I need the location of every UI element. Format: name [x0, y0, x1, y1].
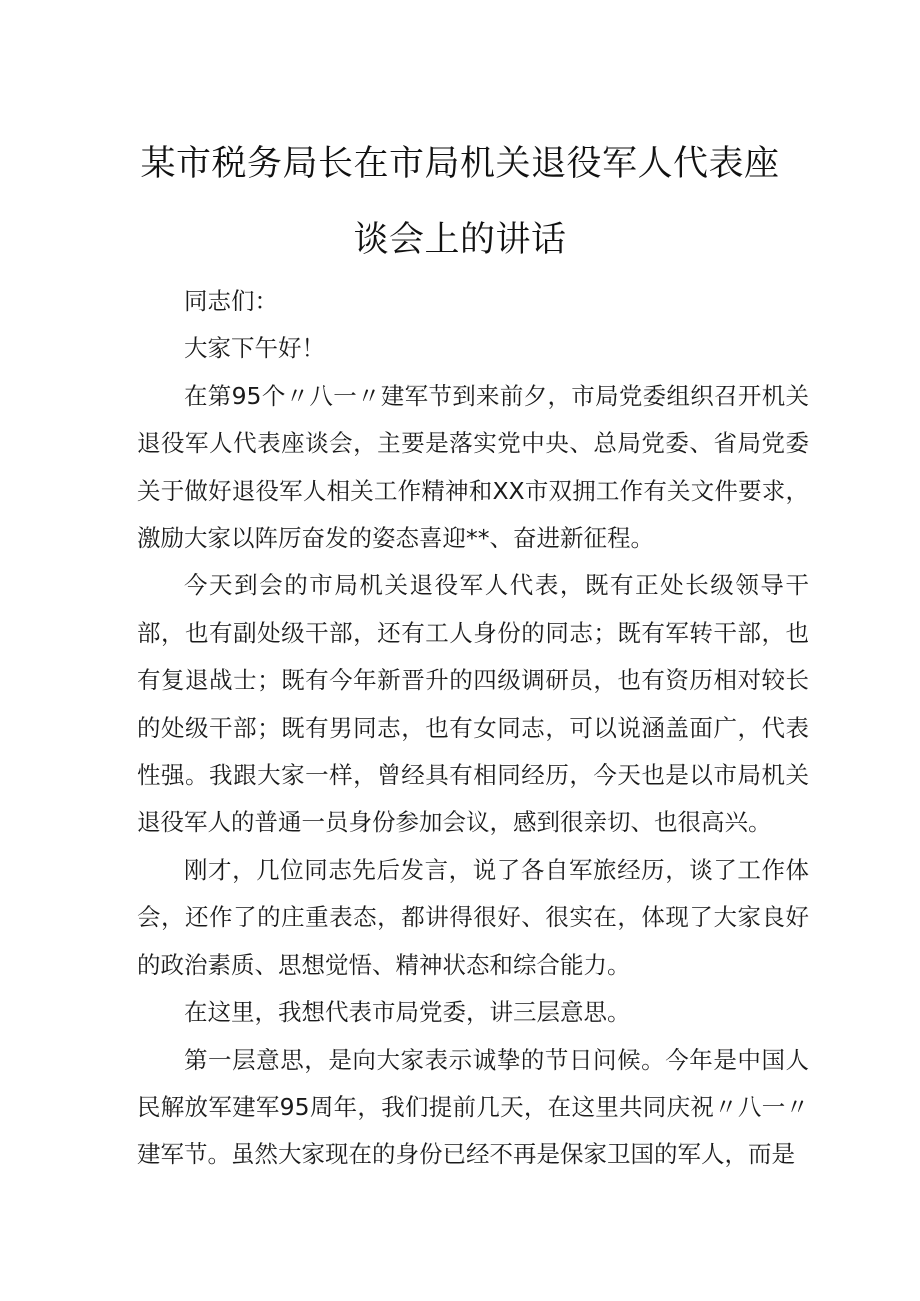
- paragraph-first-point: 第一层意思，是向大家表示诚挚的节日问候。今年是中国人民解放军建军95周年，我们提前几天，在这里共同庆祝〃八一〃建军节。虽然大家现在的身份已经不再是保家卫国的军人，而是: [137, 1045, 809, 1169]
- salutation: 同志们：: [184, 287, 278, 315]
- document-body: [137, 278, 809, 1179]
- paragraph-intro: 在第95个〃八一〃建军节到来前夕，市局党委组织召开机关退役军人代表座谈会，主要是落实党中央、总局党委、省局党委关于做好退役军人相关工作精神和XX市双拥工作有关文件要求，激励大家以阵厉奋发的姿态喜迎**、奋进新征程。: [137, 381, 809, 553]
- paragraph-attendees: 今天到会的市局机关退役军人代表，既有正处长级领导干部，也有副处级干部，还有工人身份的同志；既有军转干部，也有复退战士；既有今年新晋升的四级调研员，也有资历相对较长的处级干部；既有男同志，也有女同志，可以说涵盖面广，代表性强。我跟大家一样，曾经具有相同经历，今天也是以市局机关退役军人的普通一员身份参加会议，感到很亲切、也很高兴。: [137, 571, 809, 837]
- document-title-line-2: 谈会上的讲话: [353, 220, 567, 260]
- greeting: 大家下午好！: [184, 334, 325, 363]
- document-title-line-1: 某市税务局长在市局机关退役军人代表座: [140, 144, 780, 184]
- paragraph-three-points: 在这里，我想代表市局党委，讲三层意思。: [184, 998, 631, 1027]
- paragraph-speeches: 刚才，几位同志先后发言，说了各自军旅经历，谈了工作体会，还作了的庄重表态，都讲得很好、很实在，体现了大家良好的政治素质、思想觉悟、精神状态和综合能力。: [137, 855, 809, 979]
